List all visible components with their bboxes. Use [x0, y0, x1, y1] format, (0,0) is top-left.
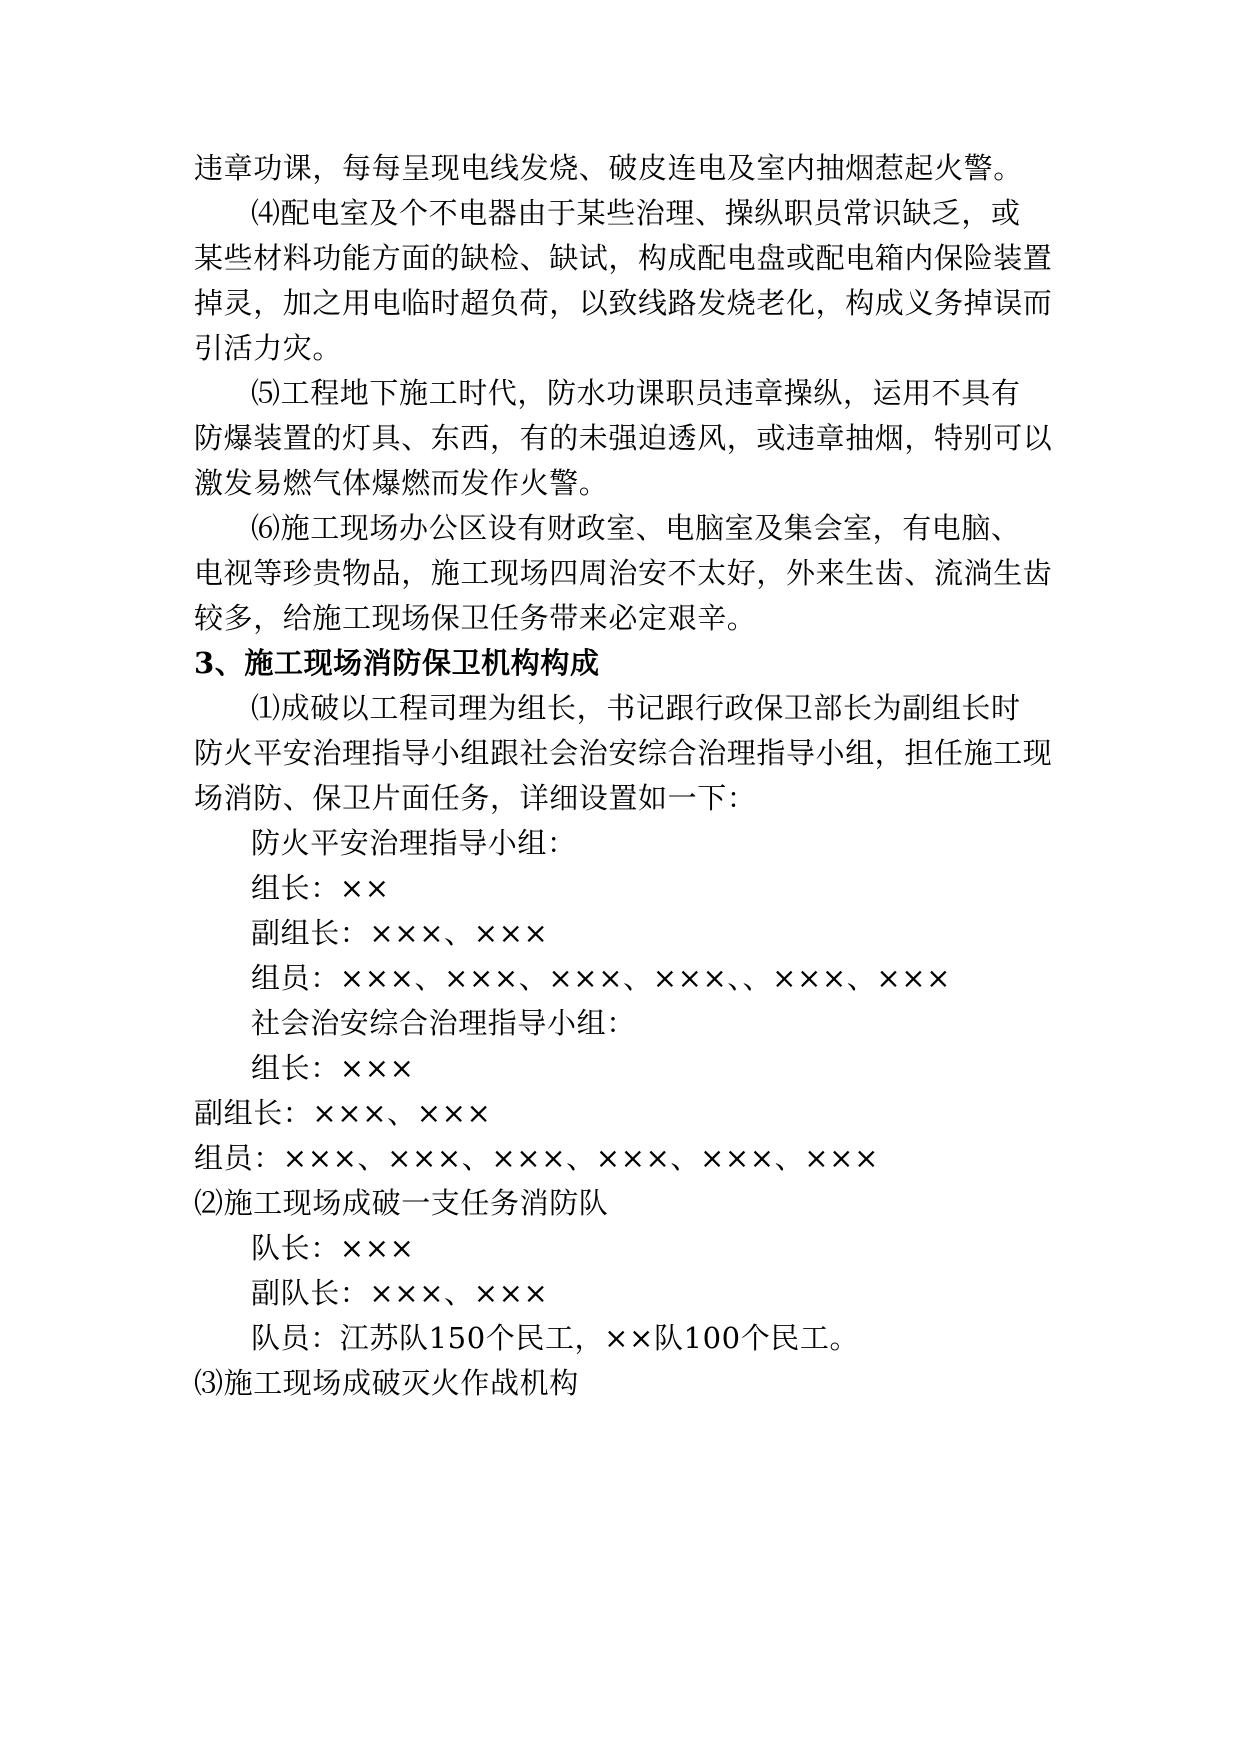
- paragraph-line: ⑶施工现场成破灭火作战机构: [194, 1366, 579, 1400]
- team-deputy-leader: 副队长：×××、×××: [251, 1276, 549, 1310]
- paragraph-line: ⑹施工现场办公区设有财政室、电脑室及集会室，有电脑、: [251, 511, 1021, 545]
- paragraph-line: 违章功课，每每呈现电线发烧、破皮连电及室内抽烟惹起火警。: [194, 151, 1023, 185]
- group-leader: 组长：×××: [251, 1051, 415, 1085]
- paragraph-line: 激发易燃气体爆燃而发作火警。: [194, 466, 609, 500]
- paragraph-line: 某些材料功能方面的缺检、缺试，构成配电盘或配电箱内保险装置: [194, 241, 1053, 275]
- group-title: 防火平安治理指导小组：: [251, 826, 577, 860]
- paragraph-line: ⑸工程地下施工时代，防水功课职员违章操纵，运用不具有: [251, 376, 1021, 410]
- group-deputy-leader: 副组长：×××、×××: [194, 1096, 492, 1130]
- section-heading: 3、施工现场消防保卫机构构成: [194, 646, 600, 680]
- paragraph-line: 引活力灾。: [194, 331, 343, 365]
- group-members: 组员：×××、×××、×××、×××、×××、×××: [194, 1141, 879, 1175]
- team-members: 队员：江苏队150个民工，××队100个民工。: [251, 1321, 860, 1355]
- paragraph-line: 较多，给施工现场保卫任务带来必定艰辛。: [194, 601, 757, 635]
- group-leader: 组长：××: [251, 871, 390, 905]
- group-title: 社会治安综合治理指导小组：: [251, 1006, 636, 1040]
- paragraph-line: 防爆装置的灯具、东西，有的未强迫透风，或违章抽烟，特别可以: [194, 421, 1053, 455]
- team-leader: 队长：×××: [251, 1231, 415, 1265]
- paragraph-line: ⑷配电室及个不电器由于某些治理、操纵职员常识缺乏，或: [251, 196, 1021, 230]
- paragraph-line: 掉灵，加之用电临时超负荷，以致线路发烧老化，构成义务掉误而: [194, 286, 1053, 320]
- paragraph-line: 电视等珍贵物品，施工现场四周治安不太好，外来生齿、流淌生齿: [194, 556, 1053, 590]
- paragraph-line: 场消防、保卫片面任务，详细设置如一下：: [194, 781, 757, 815]
- group-deputy-leader: 副组长：×××、×××: [251, 916, 549, 950]
- paragraph-line: 防火平安治理指导小组跟社会治安综合治理指导小组，担任施工现: [194, 736, 1053, 770]
- paragraph-line: ⑴成破以工程司理为组长，书记跟行政保卫部长为副组长时: [251, 691, 1021, 725]
- group-members: 组员：×××、×××、×××、×××、、×××、×××: [251, 961, 952, 995]
- paragraph-line: ⑵施工现场成破一支任务消防队: [194, 1186, 609, 1220]
